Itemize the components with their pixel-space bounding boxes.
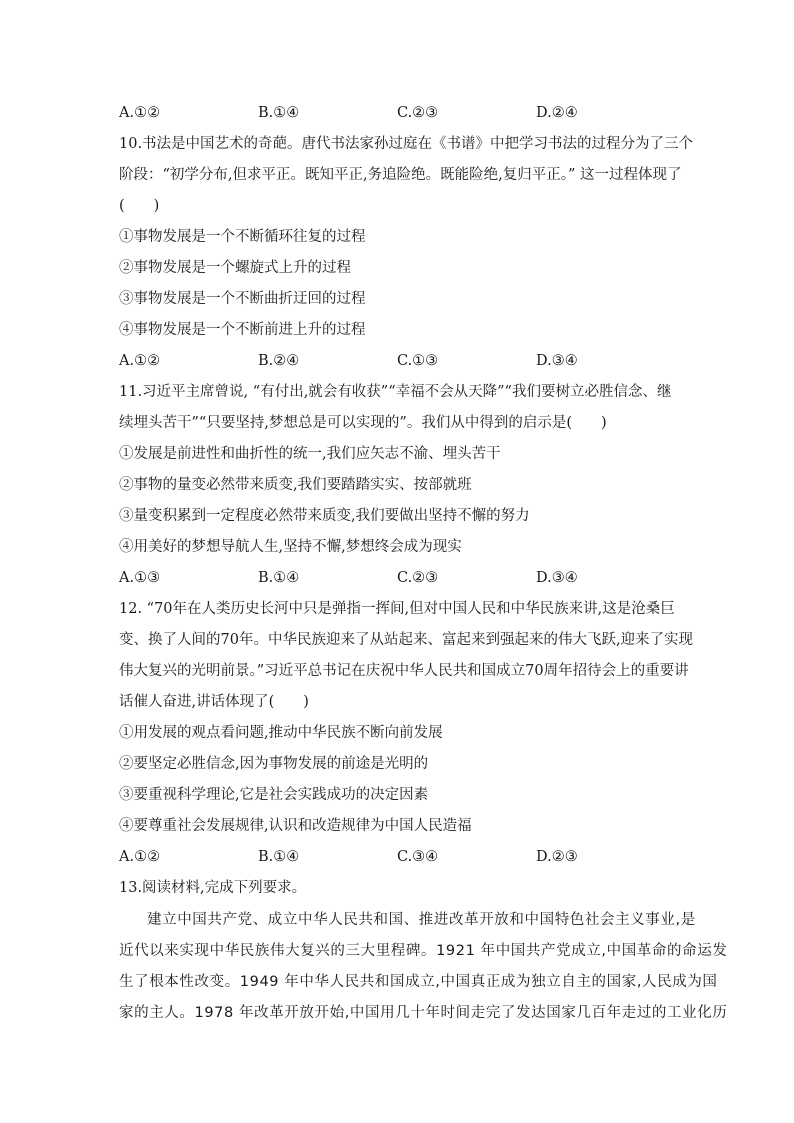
q12-item-2: ②要坚定必胜信念,因为事物发展的前途是光明的 <box>119 756 429 772</box>
q10-item-3: ③事物发展是一个不断曲折迂回的过程 <box>119 291 366 307</box>
q9-option-b: B.①④ <box>258 105 300 121</box>
q13-material-line-1: 建立中国共产党、成立中华人民共和国、推进改革开放和中国特色社会主义事业,是 <box>147 912 696 928</box>
q13-material-line-3: 生了根本性改变。1949 年中华人民共和国成立,中国真正成为独立自主的国家,人民成为国 <box>119 974 718 990</box>
q13-material-line-2: 近代以来实现中华民族伟大复兴的三大里程碑。1921 年中国共产党成立,中国革命的命运发 <box>119 943 728 959</box>
q12-stem-line-2: 变、换了人间的70年。中华民族迎来了从站起来、富起来到强起来的伟大飞跃,迎来了实现 <box>119 632 694 648</box>
q9-option-c: C.②③ <box>397 105 439 121</box>
q12-option-a: A.①② <box>119 849 161 865</box>
q12-item-1: ①用发展的观点看问题,推动中华民族不断向前发展 <box>119 725 443 741</box>
q11-stem-line-1: 11.习近平主席曾说, “有付出,就会有收获”“幸福不会从天降”“我们要树立必胜信念、继 <box>119 384 672 400</box>
q11-item-3: ③量变积累到一定程度必然带来质变,我们要做出坚持不懈的努力 <box>119 508 530 524</box>
q10-item-4: ④事物发展是一个不断前进上升的过程 <box>119 322 366 338</box>
q10-option-b: B.②④ <box>258 353 300 369</box>
q11-option-b: B.①④ <box>258 570 300 586</box>
q12-stem-line-1: 12. “70年在人类历史长河中只是弹指一挥间,但对中国人民和中华民族来讲,这是沧桑巨 <box>119 601 675 617</box>
q10-option-c: C.①③ <box>397 353 439 369</box>
q10-option-d: D.③④ <box>536 353 578 369</box>
q11-option-d: D.③④ <box>536 570 578 586</box>
q9-option-d: D.②④ <box>536 105 578 121</box>
q11-item-1: ①发展是前进性和曲折性的统一,我们应矢志不渝、埋头苦干 <box>119 446 501 462</box>
q12-item-4: ④要尊重社会发展规律,认识和改造规律为中国人民造福 <box>119 818 472 834</box>
q10-stem-line-2: 阶段：“初学分布,但求平正。既知平正,务追险绝。既能险绝,复归平正。” 这一过程体现了 <box>119 167 682 183</box>
q11-option-a: A.①③ <box>119 570 161 586</box>
q12-stem-line-3: 伟大复兴的光明前景。”习近平总书记在庆祝中华人民共和国成立70周年招待会上的重要讲 <box>119 663 689 679</box>
q10-option-a: A.①② <box>119 353 161 369</box>
q10-options <box>119 351 679 371</box>
q13-stem: 13.阅读材料,完成下列要求。 <box>119 880 307 896</box>
q10-item-2: ②事物发展是一个螺旋式上升的过程 <box>119 260 351 276</box>
q10-stem-line-1: 10.书法是中国艺术的奇葩。唐代书法家孙过庭在《书谱》中把学习书法的过程分为了三个 <box>119 136 694 152</box>
q13-material-line-4: 家的主人。1978 年改革开放开始,中国用几十年时间走完了发达国家几百年走过的工业化历 <box>119 1005 728 1021</box>
q12-option-c: C.③④ <box>397 849 439 865</box>
q11-item-4: ④用美好的梦想导航人生,坚持不懈,梦想终会成为现实 <box>119 539 462 555</box>
q9-options <box>119 103 679 123</box>
q10-answer-blank: ( ) <box>119 198 160 214</box>
q11-options <box>119 568 679 588</box>
q12-option-b: B.①④ <box>258 849 300 865</box>
q9-option-a: A.①② <box>119 105 161 121</box>
q12-option-d: D.②③ <box>536 849 578 865</box>
q11-stem-line-2: 续埋头苦干”“只要坚持,梦想总是可以实现的”。我们从中得到的启示是( ) <box>119 415 607 431</box>
q12-stem-line-4: 话催人奋进,讲话体现了( ) <box>119 694 309 710</box>
q12-options <box>119 847 679 867</box>
q10-item-1: ①事物发展是一个不断循环往复的过程 <box>119 229 366 245</box>
q12-item-3: ③要重视科学理论,它是社会实践成功的决定因素 <box>119 787 429 803</box>
q11-item-2: ②事物的量变必然带来质变,我们要踏踏实实、按部就班 <box>119 477 472 493</box>
q11-option-c: C.②③ <box>397 570 439 586</box>
